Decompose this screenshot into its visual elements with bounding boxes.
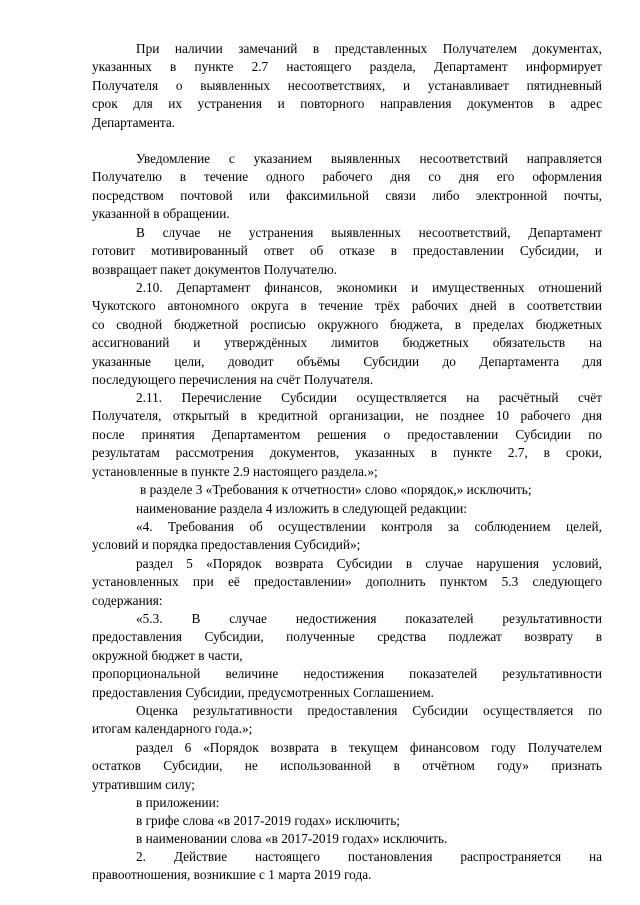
text-line: пропорциональной величине недостижения показателей результативности <box>92 666 602 682</box>
text-line: «5.3. В случае недостижения показателей результативности <box>136 611 602 626</box>
paragraph-5-3 <box>92 610 602 702</box>
text-line: указанных в пункте 2.7 настоящего раздела, Департамент информирует <box>92 59 602 75</box>
text-line: установленные в пункте 2.9 настоящего раздела.»; <box>92 463 378 479</box>
paragraph-2-10 <box>92 279 602 389</box>
text-line: Получателя, открытый в кредитной организации, не позднее 10 рабочего дня <box>92 408 602 424</box>
text-line: окружной бюджет в части, <box>92 647 243 663</box>
text-line: со сводной бюджетной росписью окружного бюджета, в пределах бюджетных <box>92 316 602 332</box>
text-line: последующего перечисления на счёт Получателя. <box>92 371 374 387</box>
text-line: При наличии замечаний в представленных Получателем документах, <box>136 41 602 56</box>
text-line: раздел 6 «Порядок возврата в текущем финансовом году Получателем <box>136 740 602 755</box>
text-line: после принятия Департаментом решения о предоставлении Субсидии по <box>92 426 602 442</box>
text-line: результатам рассмотрения документов, указанных в пункте 2.7, в сроки, <box>92 445 602 461</box>
text-line: «4. Требования об осуществлении контроля за соблюдением целей, <box>136 519 602 534</box>
text-line: Уведомление с указанием выявленных несоответствий направляется <box>136 151 602 166</box>
text-line: возвращает пакет документов Получателю. <box>92 261 337 277</box>
text-line: готовит мотивированный ответ об отказе в предоставлении Субсидии, и <box>92 243 602 259</box>
paragraph-section-6 <box>92 739 602 794</box>
text-line: 2. Действие настоящего постановления распространяется на <box>136 849 602 864</box>
paragraph-notification <box>92 150 602 224</box>
text-line: предоставления Субсидии, полученные средства подлежат возврату в <box>92 629 602 645</box>
text-line: наименование раздела 4 изложить в следующей редакции: <box>136 501 467 516</box>
text-line: правоотношения, возникшие с 1 марта 2019 года. <box>92 867 372 883</box>
text-line: посредством почтовой или факсимильной связи либо электронной почты, <box>92 187 602 203</box>
paragraph-section-4-title <box>92 500 602 518</box>
text-line: остатков Субсидии, не использованной в отчётном году» признать <box>92 758 602 774</box>
paragraph-evaluation <box>92 702 602 739</box>
text-line: указанной в обращении. <box>92 206 230 222</box>
paragraph-2-11 <box>92 389 602 481</box>
text-line: установленных при её предоставлении» дополнить пунктом 5.3 следующего <box>92 574 602 590</box>
text-line: срок для их устранения и повторного направления документов в адрес <box>92 96 602 112</box>
paragraph-title-change <box>92 830 602 848</box>
text-line: ассигнований и утверждённых лимитов бюджетных обязательств на <box>92 335 602 351</box>
text-line: в грифе слова «в 2017-2019 годах» исключить; <box>136 813 400 828</box>
text-line: условий и порядка предоставления Субсидий»; <box>92 537 361 553</box>
text-line: Получателя о выявленных несоответствиях, и устанавливает пятидневный <box>92 77 602 93</box>
paragraph-stamp <box>92 812 602 830</box>
text-line: 2.11. Перечисление Субсидии осуществляется на расчётный счёт <box>136 390 602 405</box>
text-line: Получателю в течение одного рабочего дня со дня его оформления <box>92 169 602 185</box>
paragraph-refusal <box>92 224 602 279</box>
text-line: содержания: <box>92 592 163 608</box>
paragraph-remarks-notice <box>92 40 602 132</box>
text-line: в приложении: <box>136 795 220 810</box>
text-line: утратившим силу; <box>92 776 195 792</box>
text-line: Оценка результативности предоставления Субсидии осуществляется по <box>136 703 602 718</box>
text-line: в разделе 3 «Требования к отчетности» слово «порядок,» исключить; <box>140 482 532 497</box>
text-line: предоставления Субсидии, предусмотренных Соглашением. <box>92 684 434 700</box>
paragraph-appendix <box>92 794 602 812</box>
text-line: В случае не устранения выявленных несоответствий, Департамент <box>136 225 602 240</box>
paragraph-section-4-text <box>92 518 602 555</box>
paragraph-section-5 <box>92 555 602 610</box>
text-line: указанные цели, доводит объёмы Субсидии до Департамента для <box>92 353 602 369</box>
text-line: итогам календарного года.»; <box>92 721 253 737</box>
text-line: Чукотского автономного округа в течение трёх рабочих дней в соответствии <box>92 298 602 314</box>
text-line: Департамента. <box>92 114 176 130</box>
text-line: 2.10. Департамент финансов, экономики и имущественных отношений <box>136 280 602 295</box>
text-line: раздел 5 «Порядок возврата Субсидии в случае нарушения условий, <box>136 556 602 571</box>
paragraph-section-3 <box>92 481 602 499</box>
text-line: в наименовании слова «в 2017-2019 годах» исключить. <box>136 831 448 846</box>
paragraph-effect <box>92 848 602 885</box>
